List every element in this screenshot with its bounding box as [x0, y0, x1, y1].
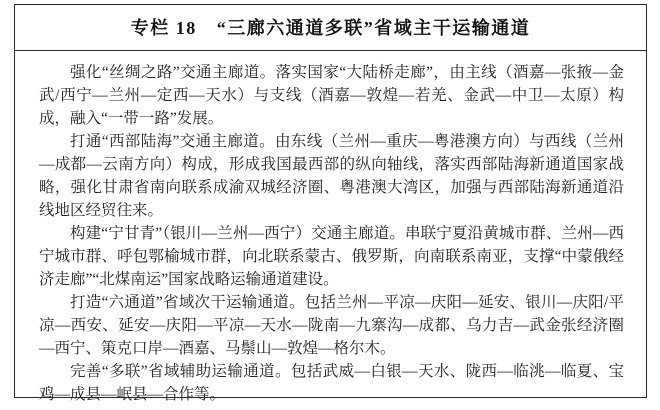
paragraph-duolian-auxiliary-corridors: 完善“多联”省域辅助运输通道。包括武威—白银—天水、陇西—临洮—临夏、宝鸡—成县—岷县—合作等。: [39, 363, 624, 403]
paragraph-western-land-sea-corridor: 打通“西部陆海”交通主廊道。由东线（兰州—重庆—粤港澳方向）与西线（兰州—成都—云南方向）构成，形成我国最西部的纵向轴线，落实西部陆海新通道国家战略，强化甘肃省南向联系成渝双城经济圈、粤港澳大湾区，加强与西部陆海新通道沿线地区经贸往来。: [39, 133, 624, 219]
paragraph-six-secondary-corridors: 打造“六通道”省域次干运输通道。包括兰州—平凉—庆阳—延安、银川—庆阳/平凉—西安、延安—庆阳—平凉—天水—陇南—九寨沟—成都、乌力吉—武金张经济圈—西宁、策克口岸—酒嘉、马鬃山—敦煌—格尔木。: [39, 294, 624, 357]
paragraph-silk-road-corridor: 强化“丝绸之路”交通主廊道。落实国家“大陆桥走廊”，由主线（酒嘉—张掖—金武/西宁—兰州—定西—天水）与支线（酒嘉—敦煌—若羌、金武—中卫—太原）构成，融入“一带一路”发展。: [39, 64, 624, 127]
panel-title-text: “三廊六通道多联”省域主干运输通道: [216, 18, 531, 38]
paragraph-ning-gan-qing-corridor: 构建“宁甘青”（银川—兰州—西宁）交通主廊道。串联宁夏沿黄城市群、兰州—西宁城市群、呼包鄂榆城市群，向北联系蒙古、俄罗斯，向南联系南亚，支撑“中蒙俄经济走廊”“北煤南运”国家战略运输通道建设。: [39, 225, 624, 288]
column-panel: [14, 4, 647, 403]
panel-title: [15, 5, 646, 51]
panel-title-label: 专栏 18: [130, 18, 197, 38]
panel-body: [15, 51, 646, 406]
